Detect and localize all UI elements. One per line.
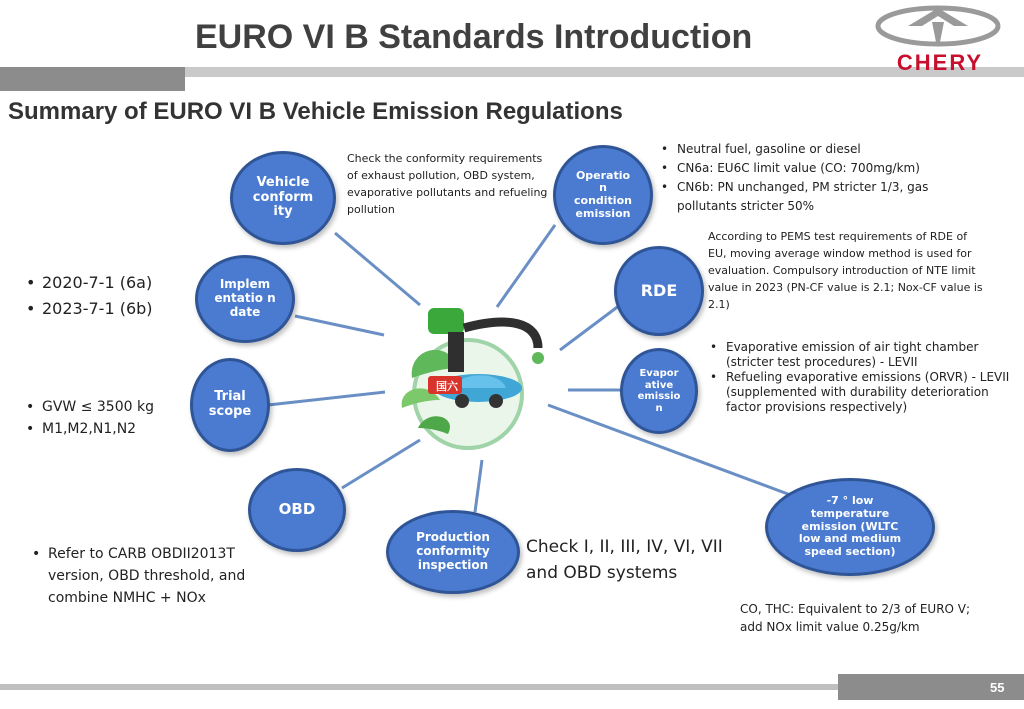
note-low-temperature: CO, THC: Equivalent to 2/3 of EURO V; add NOx limit value 0.25g/km <box>740 602 971 634</box>
obd-requirement: • Refer to CARB OBDII2013T version, OBD threshold, and combine NMHC + NOx <box>30 543 290 609</box>
node-vehicle-conformity: Vehicle conform ity <box>230 151 336 245</box>
node-obd: OBD <box>248 468 346 552</box>
note-rde: According to PEMS test requirements of RDE of EU, moving average window method is used for evaluation. Compulsory introduction of NTE limit value in 2023 (PN-CF value is 2.1; Nox-CF value is 2.1) <box>708 230 983 311</box>
note-implementation-dates <box>24 270 194 322</box>
operation-cn6b: • CN6b: PN unchanged, PM stricter 1/3, gas pollutants stricter 50% <box>659 178 949 216</box>
note-obd <box>30 543 290 609</box>
logo-wordmark: CHERY <box>896 50 984 75</box>
fuel-nozzle-illustration <box>388 308 568 458</box>
node-low-temperature-emission: -7 ° low temperature emission (WLTC low and medium speed section) <box>765 478 935 576</box>
operation-cn6a: • CN6a: EU6C limit value (CO: 700mg/km) <box>659 159 949 178</box>
evaporative-refueling: • Refueling evaporative emissions (ORVR) - LEVII (supplemented with durability deterioration factor provisions respectively) <box>708 370 1013 415</box>
node-evaporative-emission: Evapor ative emissio n <box>620 348 698 434</box>
note-vehicle-conformity: Check the conformity requirements of exhaust pollution, OBD system, evaporative pollutants and refueling pollution <box>347 152 548 216</box>
implementation-date-6a: • 2020-7-1 (6a) <box>24 270 194 296</box>
note-production-conformity: Check I, II, III, IV, VI, VII and OBD systems <box>526 537 723 583</box>
operation-neutral-fuel: • Neutral fuel, gasoline or diesel <box>659 140 949 159</box>
node-production-conformity: Production conformity inspection <box>386 510 520 594</box>
note-trial-scope <box>24 396 194 440</box>
china-6-badge: 国六 <box>436 380 458 393</box>
note-evaporative <box>708 340 1013 415</box>
node-rde: RDE <box>614 246 704 336</box>
page-subtitle: Summary of EURO VI B Vehicle Emission Regulations <box>8 98 623 125</box>
node-trial-scope: Trial scope <box>190 358 270 452</box>
node-implementation-date: Implem entatio n date <box>195 255 295 343</box>
trial-scope-gvw: • GVW ≤ 3500 kg <box>24 396 194 418</box>
evaporative-air-tight: • Evaporative emission of air tight chamber (stricter test procedures) - LEVII <box>708 340 1013 370</box>
implementation-date-6b: • 2023-7-1 (6b) <box>24 296 194 322</box>
node-operation-condition: Operatio n condition emission <box>553 145 653 245</box>
note-operation-condition <box>659 140 949 216</box>
page-title: EURO VI B Standards Introduction <box>195 18 753 56</box>
page-number: 55 <box>990 680 1005 695</box>
trial-scope-categories: • M1,M2,N1,N2 <box>24 418 194 440</box>
